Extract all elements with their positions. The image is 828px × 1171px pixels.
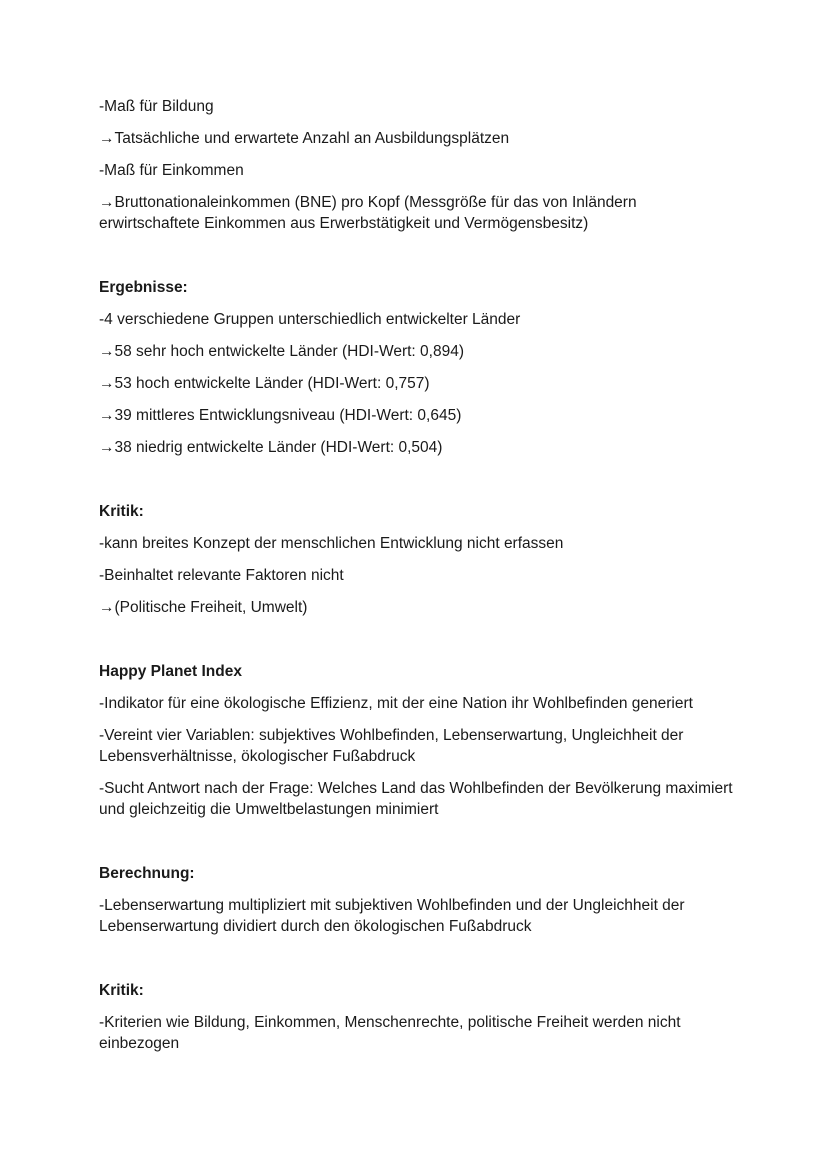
document-page [99, 96, 739, 1065]
section-berechnung [99, 863, 739, 937]
text-line: →38 niedrig entwickelte Länder (HDI-Wert: 0,504) [99, 439, 443, 456]
text-line: -Vereint vier Variablen: subjektives Wohlbefinden, Lebenserwartung, Ungleichheit der Lebensverhältnisse, ökologischer Fußabdruck [99, 727, 684, 765]
section-spacer [99, 629, 739, 661]
text-line: →(Politische Freiheit, Umwelt) [99, 599, 308, 616]
section-ergebnisse [99, 277, 739, 458]
section-heading: Kritik: [99, 982, 144, 999]
text-line: -Sucht Antwort nach der Frage: Welches Land das Wohlbefinden der Bevölkerung maximiert und gleichzeitig die Umweltbelastungen minimiert [99, 780, 733, 818]
section-spacer [99, 245, 739, 277]
section-spacer [99, 831, 739, 863]
text-line: -Indikator für eine ökologische Effizienz, mit der eine Nation ihr Wohlbefinden generiert [99, 695, 693, 712]
text-line: →Tatsächliche und erwartete Anzahl an Ausbildungsplätzen [99, 130, 510, 147]
text-line: →Bruttonationaleinkommen (BNE) pro Kopf (Messgröße für das von Inländern erwirtschaftete Einkommen aus Erwerbstätigkeit und Vermögensbesitz) [99, 194, 637, 232]
section-spacer [99, 948, 739, 980]
section-happy-planet-index [99, 661, 739, 820]
text-line: -Beinhaltet relevante Faktoren nicht [99, 567, 344, 584]
section-heading: Kritik: [99, 503, 144, 520]
text-line: →58 sehr hoch entwickelte Länder (HDI-Wert: 0,894) [99, 343, 464, 360]
text-line: -kann breites Konzept der menschlichen Entwicklung nicht erfassen [99, 535, 564, 552]
text-line: -4 verschiedene Gruppen unterschiedlich entwickelter Länder [99, 311, 521, 328]
text-line: →39 mittleres Entwicklungsniveau (HDI-Wert: 0,645) [99, 407, 462, 424]
section-kritik-hpi [99, 980, 739, 1054]
text-line: -Maß für Bildung [99, 98, 214, 115]
section-hdi-components [99, 96, 739, 234]
section-heading: Happy Planet Index [99, 663, 242, 680]
section-kritik-hdi [99, 501, 739, 618]
text-line: -Kriterien wie Bildung, Einkommen, Menschenrechte, politische Freiheit werden nicht einbezogen [99, 1014, 681, 1052]
text-line: →53 hoch entwickelte Länder (HDI-Wert: 0,757) [99, 375, 430, 392]
section-heading: Ergebnisse: [99, 279, 188, 296]
text-line: -Lebenserwartung multipliziert mit subjektiven Wohlbefinden und der Ungleichheit der Lebenserwartung dividiert durch den ökologischen Fußabdruck [99, 897, 685, 935]
text-line: -Maß für Einkommen [99, 162, 244, 179]
section-spacer [99, 469, 739, 501]
section-heading: Berechnung: [99, 865, 195, 882]
